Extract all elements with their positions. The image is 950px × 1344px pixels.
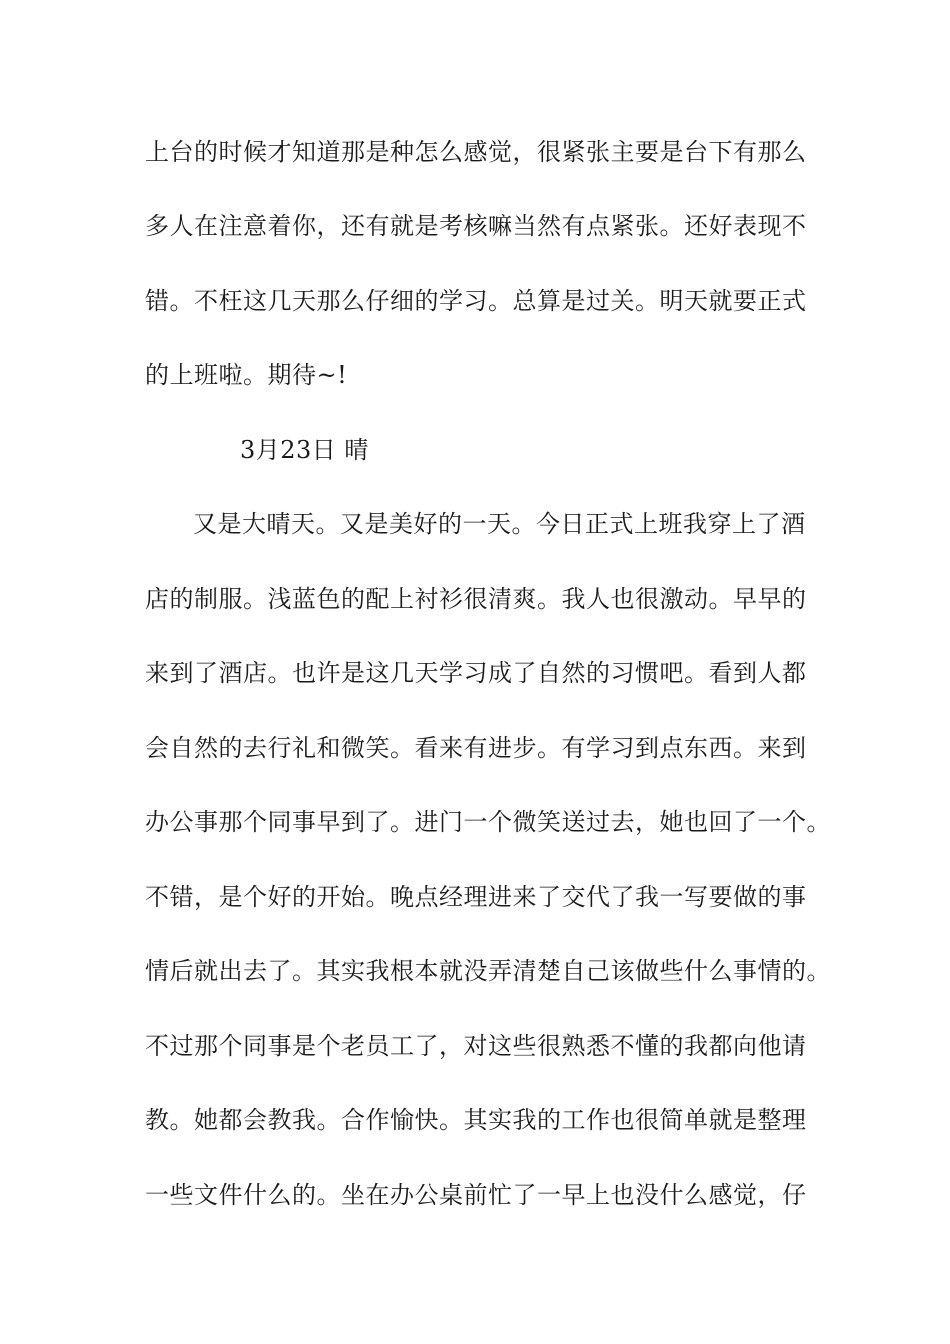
paragraph-line: 错。不枉这几天那么仔细的学习。总算是过关。明天就要正式 [145,287,807,315]
paragraph-line: 上台的时候才知道那是种怎么感觉，很紧张主要是台下有那么 [145,138,807,166]
paragraph-line: 教。她都会教我。合作愉快。其实我的工作也很简单就是整理 [145,1106,807,1134]
paragraph-line: 又是大晴天。又是美好的一天。今日正式上班我穿上了酒 [193,510,806,538]
paragraph-line: 会自然的去行礼和微笑。看来有进步。有学习到点东西。来到 [145,734,807,762]
paragraph-line: 的上班啦。期待~! [145,361,348,389]
paragraph-line: 办公事那个同事早到了。进门一个微笑送过去，她也回了一个。 [145,808,831,836]
diary-date-heading: 3月23日 晴 [240,436,369,464]
paragraph-line: 不错，是个好的开始。晚点经理进来了交代了我一写要做的事 [145,883,807,911]
paragraph-line: 不过那个同事是个老员工了，对这些很熟悉不懂的我都向他请 [145,1032,807,1060]
paragraph-line: 情后就出去了。其实我根本就没弄清楚自己该做些什么事情的。 [145,957,831,985]
paragraph-line: 来到了酒店。也许是这几天学习成了自然的习惯吧。看到人都 [145,659,807,687]
paragraph-line: 一些文件什么的。坐在办公桌前忙了一早上也没什么感觉，仔 [145,1181,807,1209]
paragraph-line: 店的制服。浅蓝色的配上衬衫很清爽。我人也很激动。早早的 [145,585,807,613]
paragraph-line: 多人在注意着你，还有就是考核嘛当然有点紧张。还好表现不 [145,212,807,240]
